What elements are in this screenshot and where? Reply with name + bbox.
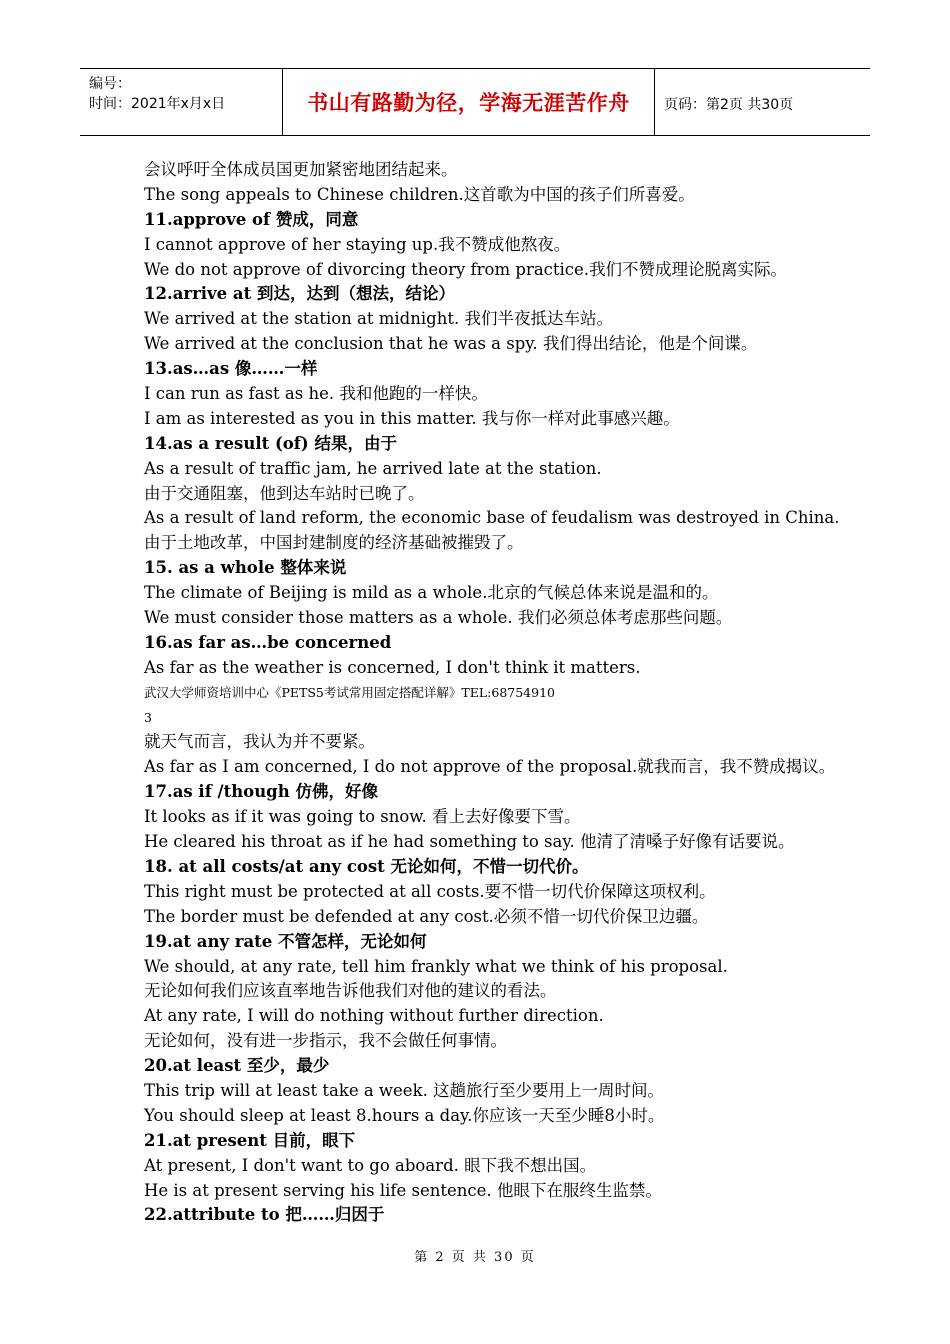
example-line: At any rate, I will do nothing without further direction.	[144, 1006, 604, 1026]
example-line: 无论如何我们应该直率地告诉他我们对他的建议的看法。	[144, 981, 557, 1001]
example-line: We do not approve of divorcing theory from practice.我们不赞成理论脱离实际。	[144, 259, 788, 279]
example-line: You should sleep at least 8.hours a day.你应该一天至少睡8小时。	[144, 1105, 665, 1125]
example-line: We arrived at the conclusion that he was a spy. 我们得出结论，他是个间谍。	[144, 334, 758, 354]
example-line: 会议呼吁全体成员国更加紧密地团结起来。	[144, 160, 458, 179]
example-line: I am as interested as you in this matter. 我与你一样对此事感兴趣。	[144, 408, 680, 428]
example-line: I cannot approve of her staying up.我不赞成他熬夜。	[144, 234, 571, 254]
header-left-cell	[80, 69, 282, 135]
phrase-heading: 21.at present 目前，眼下	[144, 1130, 356, 1150]
example-line: I can run as fast as he. 我和他跑的一样快。	[144, 384, 488, 404]
document-body	[144, 158, 844, 1228]
header-number-label: 编号：	[89, 76, 131, 92]
example-line: As far as I am concerned, I do not approve of the proposal.就我而言，我不赞成揭议。	[144, 757, 836, 777]
example-line: The border must be defended at any cost.必须不惜一切代价保卫边疆。	[144, 906, 709, 926]
example-line: He cleared his throat as if he had something to say. 他清了清嗓子好像有话要说。	[144, 832, 795, 852]
example-line: It looks as if it was going to snow. 看上去好像要下雪。	[144, 807, 581, 827]
phrase-heading: 13.as…as 像……一样	[144, 359, 318, 379]
phrase-heading: 14.as a result (of) 结果，由于	[144, 433, 397, 453]
example-line: We arrived at the station at midnight. 我们半夜抵达车站。	[144, 309, 613, 329]
header-page-label: 页码：第2页 共30页	[664, 97, 794, 113]
phrase-heading: 19.at any rate 不管怎样，无论如何	[144, 931, 427, 951]
source-footnote: 武汉大学师资培训中心《PETS5考试常用固定搭配详解》TEL:68754910	[144, 684, 555, 700]
page-footer: 第 2 页 共 30 页	[414, 1250, 536, 1265]
page-header	[80, 68, 870, 136]
phrase-heading: 11.approve of 赞成，同意	[144, 209, 359, 229]
example-line: 由于土地改革，中国封建制度的经济基础被摧毁了。	[144, 533, 524, 553]
phrase-heading: 22.attribute to 把……归因于	[144, 1205, 385, 1225]
example-line: At present, I don't want to go aboard. 眼下我不想出国。	[144, 1155, 597, 1175]
phrase-heading: 16.as far as…be concerned	[144, 632, 392, 652]
example-line: 无论如何，没有进一步指示，我不会做任何事情。	[144, 1031, 507, 1051]
phrase-heading: 17.as if /though 仿佛，好像	[144, 782, 378, 802]
example-line: We must consider those matters as a whole. 我们必须总体考虑那些问题。	[144, 608, 733, 628]
inline-page-number: 3	[144, 709, 152, 725]
header-date-label: 时间：2021年x月x日	[89, 96, 226, 112]
phrase-heading: 20.at least 至少，最少	[144, 1056, 330, 1076]
phrase-heading: 15. as a whole 整体来说	[144, 558, 347, 578]
example-line: As a result of land reform, the economic base of feudalism was destroyed in China.	[144, 508, 840, 528]
example-line: 由于交通阻塞，他到达车站时已晚了。	[144, 483, 425, 503]
example-line: This trip will at least take a week. 这趟旅行至少要用上一周时间。	[144, 1080, 665, 1100]
example-line: 就天气而言，我认为并不要紧。	[144, 732, 375, 752]
example-line: The climate of Beijing is mild as a whole.北京的气候总体来说是温和的。	[144, 583, 719, 603]
example-line: We should, at any rate, tell him frankly what we think of his proposal.	[144, 956, 728, 976]
example-line: The song appeals to Chinese children.这首歌为中国的孩子们所喜爱。	[144, 184, 695, 204]
example-line: This right must be protected at all costs.要不惜一切代价保障这项权利。	[144, 881, 716, 901]
phrase-heading: 18. at all costs/at any cost 无论如何，不惜一切代价。	[144, 856, 589, 876]
example-line: As a result of traffic jam, he arrived late at the station.	[144, 458, 602, 478]
phrase-heading: 12.arrive at 到达，达到（想法，结论）	[144, 284, 455, 304]
header-motto: 书山有路勤为径，学海无涯苦作舟	[282, 69, 655, 135]
example-line: As far as the weather is concerned, I don't think it matters.	[144, 657, 641, 677]
example-line: He is at present serving his life sentence. 他眼下在服终生监禁。	[144, 1180, 662, 1200]
